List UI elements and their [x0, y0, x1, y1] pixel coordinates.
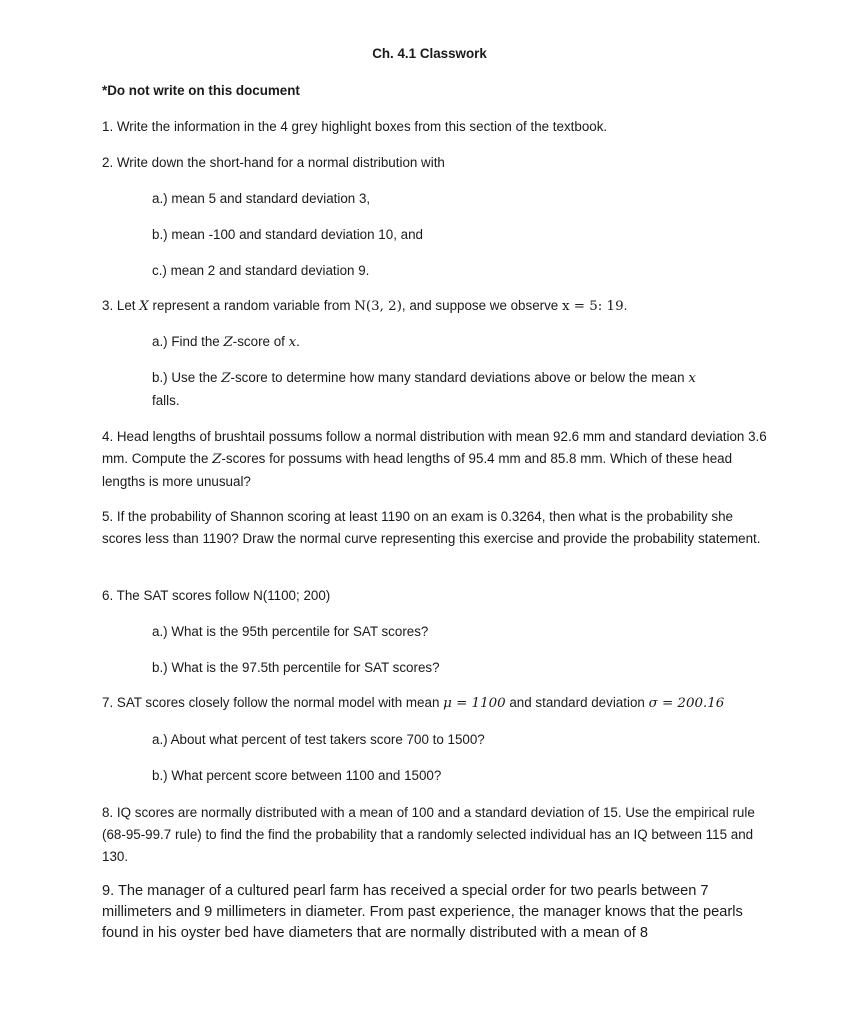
q3a-end: . [296, 334, 300, 349]
do-not-write-note: *Do not write on this document [102, 83, 300, 98]
question-5: 5. If the probability of Shannon scoring at least 1190 on an exam is 0.3264, then what is the probability she scores less than 1190? Draw the normal curve representing this exercise and provide the probability statement. [102, 509, 761, 546]
q7-sigma: σ = 200.16 [648, 696, 725, 711]
q4-part1: 4. Head lengths of brushtail possums follow a normal distribution with mean 92.6 mm and standard deviation 3.6 mm. Compute the [102, 429, 767, 466]
question-7-stem [102, 695, 724, 711]
q3a-prefix: a.) Find the [152, 334, 224, 349]
q7-mid: and standard deviation [505, 695, 649, 710]
q3-distribution: N(3, 2) [354, 299, 402, 314]
question-4 [102, 426, 767, 493]
page-title: Ch. 4.1 Classwork [372, 46, 487, 61]
question-3a [152, 334, 300, 350]
q3b-z: Z [221, 371, 231, 386]
question-6b: b.) What is the 97.5th percentile for SAT scores? [152, 660, 440, 675]
question-9: 9. The manager of a cultured pearl farm has received a special order for two pearls between 7 millimeters and 9 millimeters in diameter. From past experience, the manager knows that the pearls found in his oyster bed have diameters that are normally distributed with a mean of 8 [102, 883, 743, 941]
q3b-end: falls. [152, 393, 180, 408]
q3-var-x: X [139, 299, 149, 314]
question-6-stem: 6. The SAT scores follow N(1100; 200) [102, 588, 331, 603]
q3-observation: x = 5: 19 [561, 299, 624, 314]
question-3-stem [102, 298, 627, 314]
q3-prefix: 3. Let [102, 298, 140, 313]
question-1: 1. Write the information in the 4 grey highlight boxes from this section of the textbook. [102, 119, 608, 134]
question-6a: a.) What is the 95th percentile for SAT scores? [152, 624, 429, 639]
q7-mu: μ = 1100 [443, 696, 506, 711]
q3b-prefix: b.) Use the [152, 370, 222, 385]
q4-z: Z [212, 452, 222, 467]
question-2-stem: 2. Write down the short-hand for a normal distribution with [102, 155, 445, 170]
q3a-mid: -score of [232, 334, 289, 349]
q7-prefix: 7. SAT scores closely follow the normal model with mean [102, 695, 444, 710]
question-7b: b.) What percent score between 1100 and 1500? [152, 768, 442, 783]
q4-part2: -scores for possums with head lengths of 95.4 mm and 85.8 mm. Which of these head lengths is more unusual? [102, 451, 733, 489]
question-2c: c.) mean 2 and standard deviation 9. [152, 263, 370, 278]
question-2a: a.) mean 5 and standard deviation 3, [152, 191, 371, 206]
question-2b: b.) mean -100 and standard deviation 10, and [152, 227, 423, 242]
q3b-x: x [688, 371, 696, 386]
question-7a: a.) About what percent of test takers score 700 to 1500? [152, 732, 485, 747]
q3-mid2: , and suppose we observe [401, 298, 562, 313]
q3a-x: x [288, 335, 297, 350]
q3b-mid: -score to determine how many standard deviations above or below the mean [230, 370, 689, 385]
question-8: 8. IQ scores are normally distributed with a mean of 100 and a standard deviation of 15. Use the empirical rule (68-95-99.7 rule) to find the find the probability that a randomly selected individual has an IQ between 115 and 130. [102, 805, 755, 864]
q3-mid1: represent a random variable from [148, 298, 355, 313]
question-3b [152, 367, 752, 412]
q3a-z: Z [223, 335, 233, 350]
q3-end: . [623, 298, 628, 313]
